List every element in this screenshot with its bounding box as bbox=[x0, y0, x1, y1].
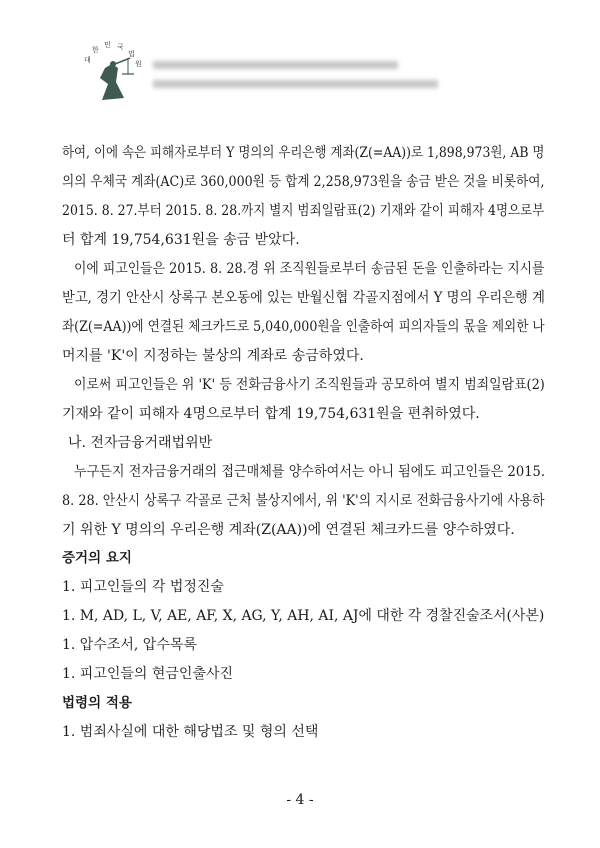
svg-text:한: 한 bbox=[92, 46, 99, 54]
body-line: 기 위한 Y 명의의 우리은행 계좌(Z(AA))에 연결된 체크카드를 양수하였다. bbox=[62, 522, 515, 538]
blurred-header-line bbox=[153, 80, 438, 88]
body-line: 터 합계 19,754,631원을 송금 받았다. bbox=[62, 232, 300, 248]
body-line: 좌(Z(=AA))에 연결된 체크카드로 5,040,000원을 인출하여 피의자들의 몫을 제외한 나 bbox=[62, 319, 545, 335]
evidence-item: 1. M, AD, L, V, AE, AF, X, AG, Y, AH, AI, AJ에 대한 각 경찰진술조서(사본) bbox=[62, 608, 545, 624]
body-line: 하여, 이에 속은 피해자로부터 Y 명의의 우리은행 계좌(Z(=AA))로 1,898,973원, AB 명 bbox=[62, 145, 545, 161]
body-line: 누구든지 전자금융거래의 접근매체를 양수하여서는 아니 됨에도 피고인들은 2015. bbox=[74, 464, 545, 480]
court-logo bbox=[80, 38, 150, 104]
body-line: 8. 28. 안산시 상록구 각골로 근처 불상지에서, 위 'K'의 지시로 전화금융사기에 사용하 bbox=[62, 493, 545, 509]
svg-text:원: 원 bbox=[135, 60, 142, 68]
evidence-item: 1. 피고인들의 각 법정진술 bbox=[62, 579, 224, 595]
evidence-item: 1. 압수조서, 압수목록 bbox=[62, 637, 197, 653]
svg-text:국: 국 bbox=[117, 43, 124, 51]
blurred-header-line bbox=[153, 61, 398, 69]
body-line: 받고, 경기 안산시 상록구 본오동에 있는 반월신협 각골지점에서 Y 명의 우리은행 계 bbox=[62, 290, 545, 306]
section-heading: 나. 전자금융거래법위반 bbox=[68, 435, 213, 451]
law-item: 1. 범죄사실에 대한 해당법조 및 형의 선택 bbox=[62, 724, 319, 740]
evidence-heading: 증거의 요지 bbox=[62, 550, 132, 566]
page-number: - 4 - bbox=[286, 792, 314, 808]
body-line: 의의 우체국 계좌(AC)로 360,000원 등 합계 2,258,973원을 송금 받은 것을 비롯하여, bbox=[62, 174, 545, 190]
law-heading: 법령의 적용 bbox=[62, 695, 132, 711]
svg-text:대: 대 bbox=[84, 56, 91, 64]
svg-text:법: 법 bbox=[128, 50, 135, 58]
evidence-item: 1. 피고인들의 현금인출사진 bbox=[62, 666, 234, 682]
body-line: 이에 피고인들은 2015. 8. 28.경 위 조직원들로부터 송금된 돈을 인출하라는 지시를 bbox=[74, 261, 545, 277]
body-line: 2015. 8. 27.부터 2015. 8. 28.까지 별지 범죄일람표(2) 기재와 같이 피해자 4명으로부 bbox=[62, 203, 545, 219]
body-line: 기재와 같이 피해자 4명으로부터 합계 19,754,631원을 편취하였다. bbox=[62, 406, 480, 422]
body-line: 이로써 피고인들은 위 'K' 등 전화금융사기 조직원들과 공모하여 별지 범죄일람표(2) bbox=[74, 377, 545, 393]
svg-text:민: 민 bbox=[104, 41, 111, 49]
body-line: 머지를 'K'이 지정하는 불상의 계좌로 송금하였다. bbox=[62, 348, 364, 364]
